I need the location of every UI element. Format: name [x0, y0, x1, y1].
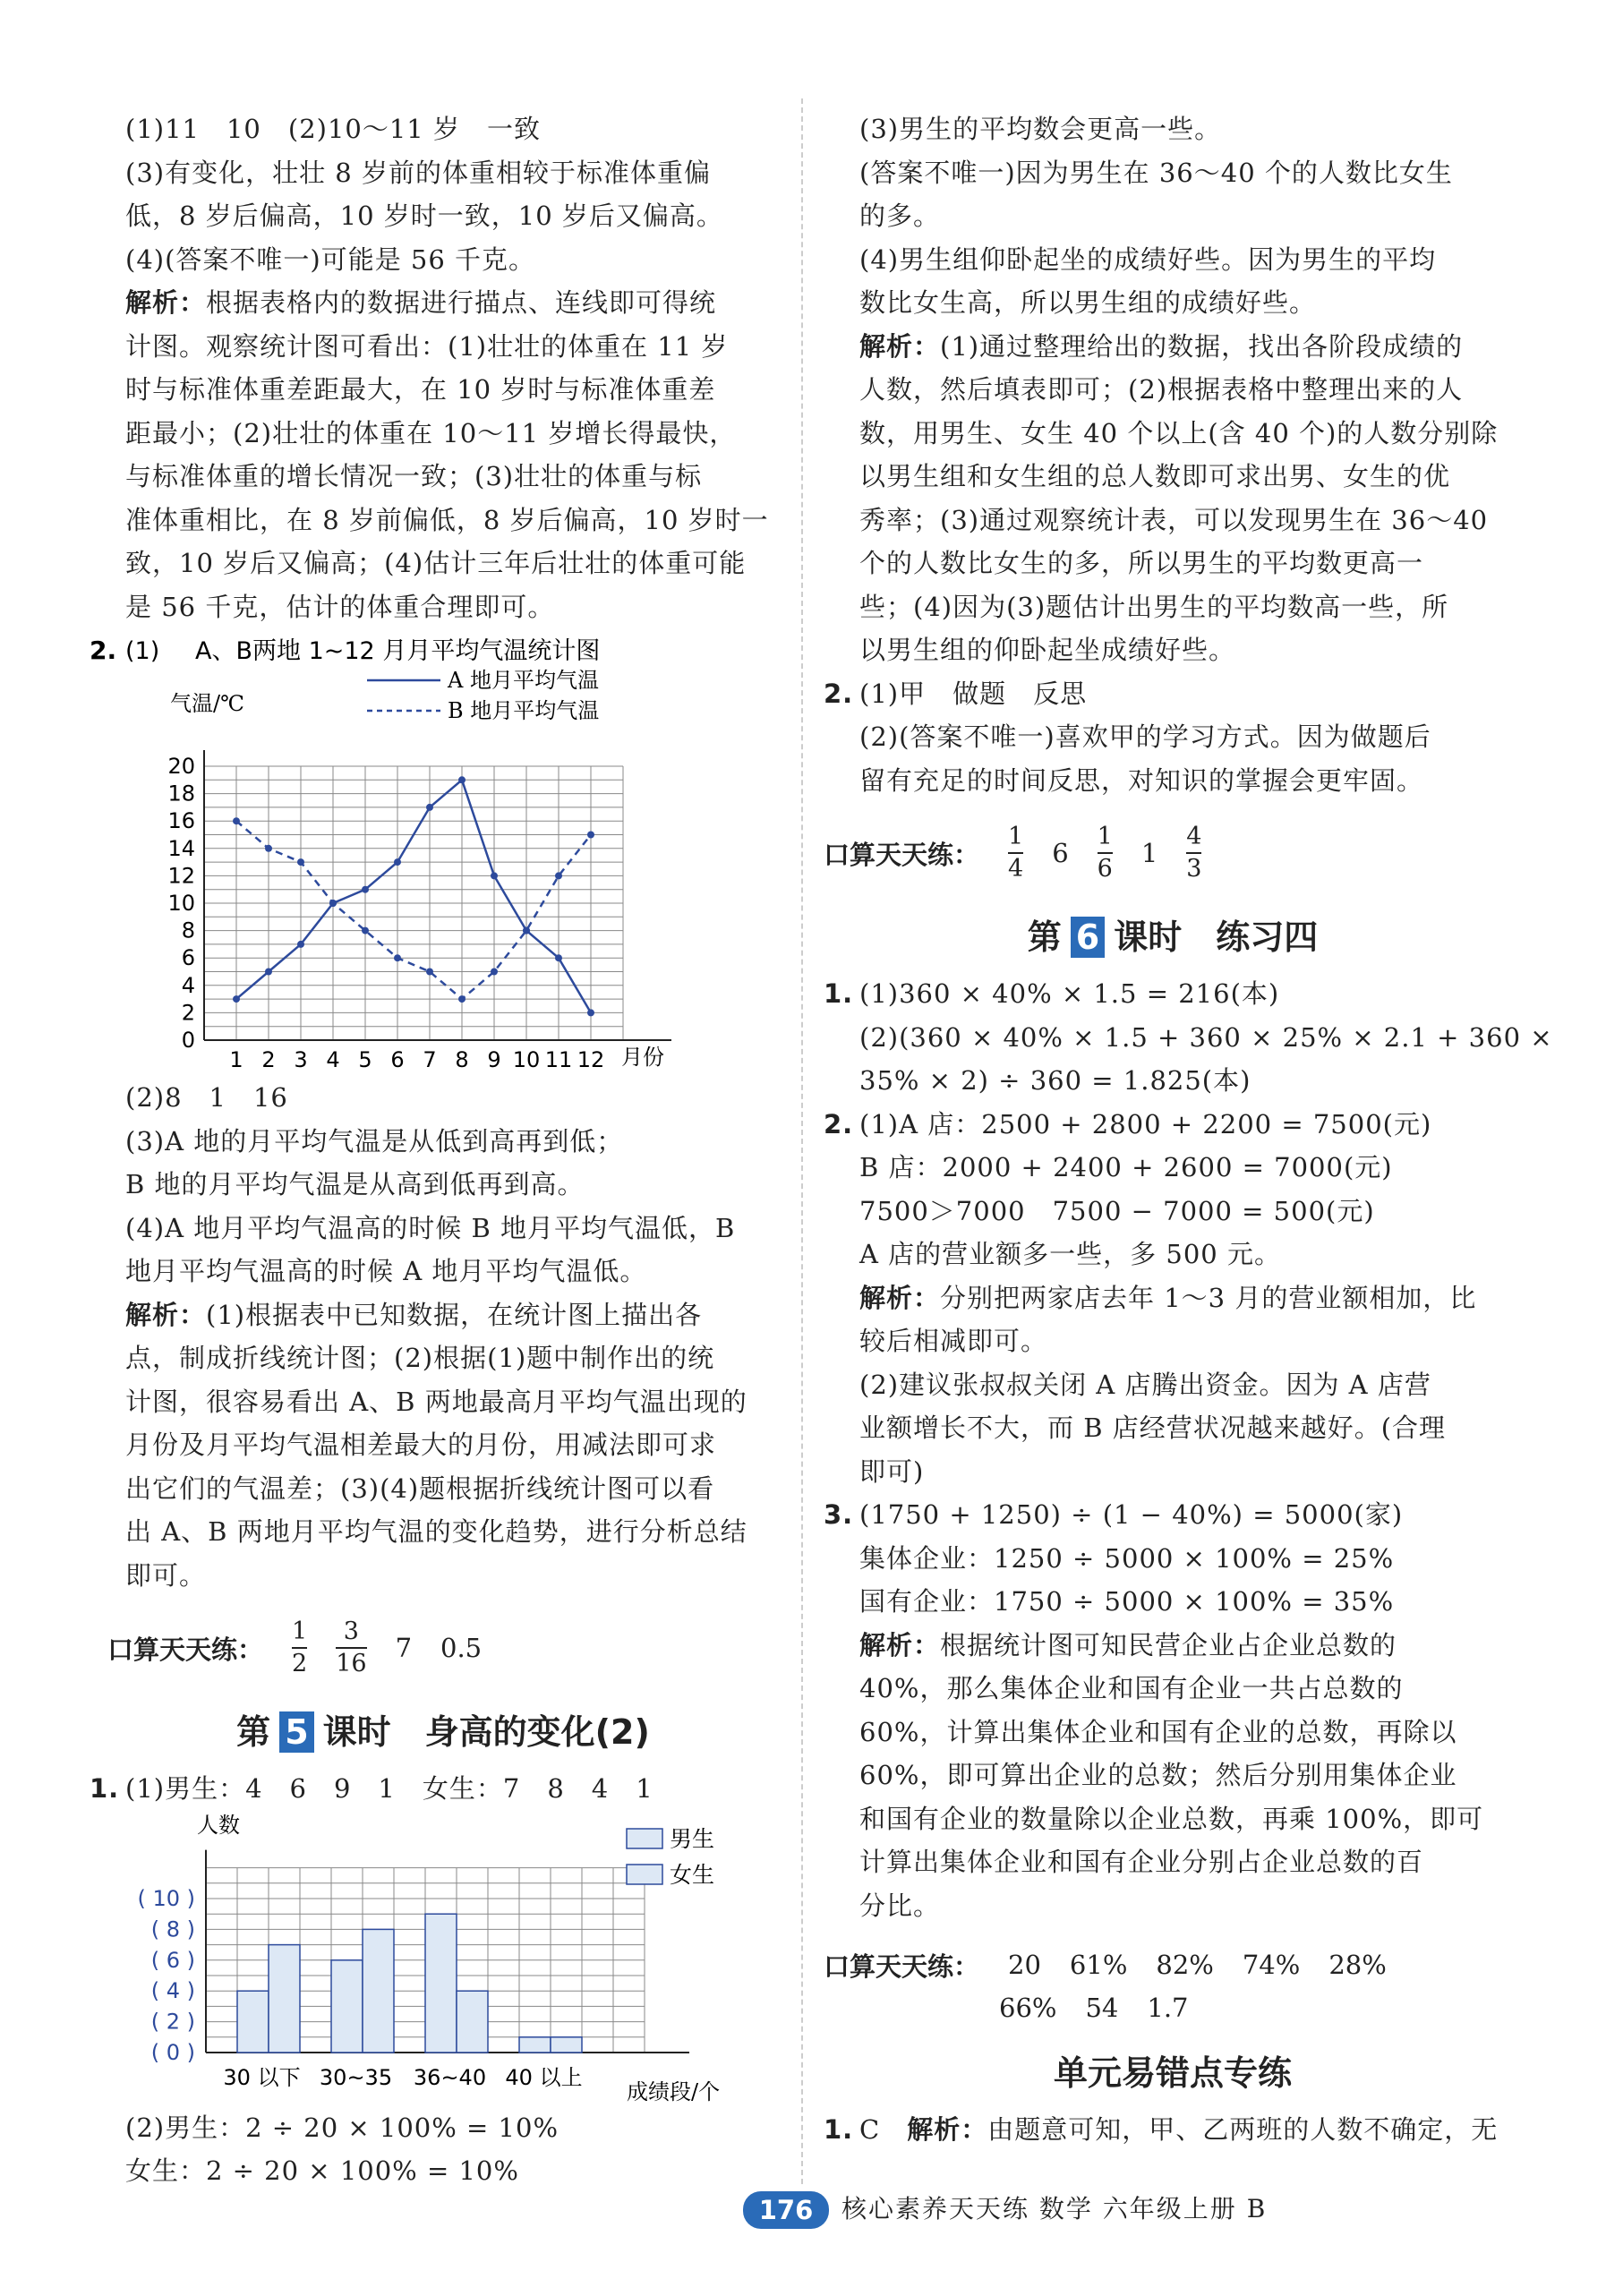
y-tick-label: 14: [167, 835, 195, 861]
bar-boys: [331, 1959, 363, 2052]
mental-math-value: 74%: [1242, 1950, 1301, 1980]
mental-math-row: [824, 1986, 1522, 2029]
answer-line: (4)男生组仰卧起坐的成绩好些。因为男生的平均: [859, 243, 1437, 275]
analysis-line: 较后相减即可。: [859, 1326, 1048, 1356]
answer-line: (3)A 地的月平均气温是从低到高再到低；: [125, 1125, 624, 1157]
fraction-bar: [292, 1647, 307, 1649]
x-tick-label: 36~40: [413, 2064, 487, 2090]
x-tick-label: 40 以上: [505, 2064, 583, 2090]
fraction: [1008, 824, 1023, 883]
y-tick-label: ( 0 ): [150, 2039, 195, 2065]
data-point: [362, 886, 369, 893]
analysis-tag: 解析：: [125, 287, 207, 318]
analysis-line: 即可): [859, 1455, 925, 1487]
bar-boys: [425, 1914, 457, 2053]
question-number: 1.: [824, 978, 854, 1009]
legend-swatch: [627, 1829, 662, 1848]
question-line: [824, 2108, 1522, 2152]
answer-line: (3)有变化，壮壮 8 岁前的体重相较于标准体重偏: [125, 157, 711, 188]
data-point: [329, 900, 337, 907]
answer-line: (3)男生的平均数会更高一些。: [859, 114, 1222, 144]
denominator: 4: [1008, 855, 1024, 883]
mental-math-value: 54: [1085, 1993, 1119, 2023]
chart-title: A、B两地 1~12 月月平均气温统计图: [195, 637, 601, 665]
data-point: [362, 927, 369, 935]
question-number: 2.: [824, 678, 854, 709]
x-tick-label: 6: [390, 1047, 405, 1072]
analysis-line: 以男生组和女生组的总人数即可求出男、女生的优: [859, 461, 1451, 491]
numerator: 1: [292, 1617, 308, 1645]
fraction: [1098, 824, 1113, 883]
question-number: 2.: [824, 1108, 854, 1139]
mental-math-block-2: [824, 1943, 1522, 2029]
x-tick-label: 8: [455, 1047, 469, 1072]
analysis-text: 由题意可知，甲、乙两班的人数不确定，无: [987, 2114, 1499, 2145]
left-answers-block: [90, 107, 797, 628]
analysis-line: [824, 325, 1522, 369]
chart-ticks: [167, 754, 604, 1072]
lesson-name: 课时 练习四: [1114, 918, 1319, 957]
denominator: 16: [336, 1650, 367, 1677]
answer-line: (2)男生：2 ÷ 20 × 100% = 10%: [125, 2112, 560, 2143]
y-tick-label: 12: [167, 863, 195, 889]
fraction: [292, 1618, 307, 1677]
mental-math-value: 66%: [999, 1993, 1057, 2023]
x-tick-label: 2: [261, 1047, 276, 1072]
analysis-line: 60%，即可算出企业的总数；然后分别用集体企业: [859, 1760, 1457, 1790]
analysis-line: 计算出集体企业和国有企业分别占企业总数的百: [859, 1847, 1424, 1877]
lesson-6-title: [824, 909, 1522, 965]
analysis-tag: 解析：: [859, 1629, 941, 1660]
question-line: [824, 1103, 1522, 1147]
answer-line: 数比女生高，所以男生组的成绩好些。: [859, 287, 1317, 318]
analysis-line: 个的人数比女生的多，所以男生的平均数更高一: [859, 548, 1424, 578]
answer-line: 的多。: [859, 201, 941, 231]
lesson-prefix: 第: [236, 1712, 271, 1752]
analysis-tag: 解析：: [125, 1299, 207, 1330]
analysis-line: (2)建议张叔叔关闭 A 店腾出资金。因为 A 店营: [859, 1369, 1431, 1400]
x-axis-label: 月份: [621, 1045, 664, 1070]
answer-line: (4)(答案不唯一)可能是 56 千克。: [125, 243, 536, 275]
series-a-line: [236, 780, 591, 1012]
analysis-line: 时与标准体重差距最大，在 10 岁时与标准体重差: [125, 374, 716, 405]
y-axis-label: 气温/℃: [170, 691, 244, 716]
question-text: (1)男生：4 6 9 1 女生：7 8 4 1: [125, 1773, 654, 1804]
numerator: 1: [1008, 823, 1024, 850]
fraction-bar: [1186, 852, 1201, 854]
lesson-prefix: 第: [1027, 918, 1062, 957]
analysis-line: 致，10 岁后又偏高；(4)估计三年后壮壮的体重可能: [125, 548, 747, 578]
analysis-text: (1)根据表中已知数据，在统计图上描出各: [206, 1299, 703, 1330]
x-tick-label: 30 以下: [223, 2064, 301, 2090]
legend-label: B 地月平均气温: [448, 698, 600, 723]
y-tick-label: 2: [181, 1000, 195, 1026]
y-tick-label: 10: [167, 891, 195, 916]
y-tick-label: ( 6 ): [150, 1947, 195, 1973]
x-axis-label: 成绩段/个: [627, 2078, 721, 2104]
question-line: [824, 1493, 1522, 1537]
y-tick-label: 6: [181, 945, 195, 971]
analysis-line: [824, 1624, 1522, 1668]
temperature-line-chart: [90, 628, 797, 1076]
question-number: 2.: [90, 636, 117, 665]
data-point: [587, 1009, 594, 1016]
unit-review-title: 单元易错点专练: [1053, 2053, 1292, 2093]
data-point: [587, 832, 594, 839]
lesson-5-title: [90, 1704, 797, 1760]
question-line: [90, 1767, 797, 1811]
mental-math-value: 28%: [1328, 1950, 1387, 1980]
analysis-tag: 解析：: [859, 1282, 941, 1313]
data-point: [491, 969, 498, 976]
mental-math-value: 82%: [1156, 1950, 1214, 1980]
mental-math-row: [90, 1608, 797, 1688]
analysis-tag: 解析：: [859, 330, 941, 362]
answer-line: 留有充足的时间反思，对知识的掌握会更牢固。: [859, 764, 1424, 796]
analysis-line: [90, 1293, 797, 1337]
numerator: 4: [1186, 823, 1202, 850]
data-point: [297, 858, 304, 866]
lesson-number-badge: 6: [1071, 917, 1105, 958]
legend-label: 女生: [670, 1861, 715, 1888]
answer-line: (1)11 10 (2)10～11 岁 一致: [125, 114, 541, 144]
bar-boys: [519, 2036, 551, 2052]
data-point: [555, 954, 562, 961]
fraction-bar: [336, 1647, 366, 1649]
data-point: [426, 804, 433, 811]
mental-math-row: [824, 1943, 1522, 1986]
answer-line: (2)8 1 16: [125, 1082, 288, 1113]
fraction-bar: [1008, 852, 1023, 854]
left-column: [90, 107, 797, 2193]
mental-math-label: 口算天天练：: [824, 839, 980, 870]
analysis-line: [824, 1276, 1522, 1320]
mental-math-label: 口算天天练：: [107, 1634, 264, 1665]
series-b-line: [236, 821, 591, 999]
question-text: (1750 + 1250) ÷ (1 − 40%) = 5000(家): [859, 1499, 1404, 1530]
y-tick-label: 20: [167, 754, 195, 779]
answer-line: A 店的营业额多一些，多 500 元。: [859, 1239, 1281, 1269]
numerator: 3: [343, 1617, 359, 1645]
footer-book-title: 核心素养天天练 数学 六年级上册 B: [841, 2194, 1268, 2223]
data-point: [394, 858, 401, 866]
y-tick-label: 0: [181, 1028, 195, 1053]
analysis-line: 出它们的气温差；(3)(4)题根据折线统计图可以看: [125, 1472, 715, 1504]
scores-bar-chart: [90, 1811, 797, 2106]
x-tick-label: 1: [229, 1047, 243, 1072]
question-text: (1)360 × 40% × 1.5 = 216(本): [859, 978, 1280, 1009]
chart-series: [233, 776, 594, 1016]
answer-line: (4)A 地月平均气温高的时候 B 地月平均气温低，B: [125, 1212, 736, 1243]
data-point: [523, 927, 530, 935]
x-tick-label: 11: [544, 1047, 573, 1072]
answer-choice: C: [859, 2114, 881, 2145]
mental-math-value: 1: [1140, 838, 1158, 868]
data-point: [233, 995, 240, 1003]
analysis-line: 距最小；(2)壮壮的体重在 10～11 岁增长得最快，: [125, 417, 737, 448]
analysis-line: 和国有企业的数量除以企业总数，再乘 100%，即可: [859, 1803, 1484, 1834]
bar-girls: [457, 1991, 488, 2053]
x-tick-label: 4: [326, 1047, 340, 1072]
analysis-line: 些；(4)因为(3)题估计出男生的平均数高一些，所: [859, 591, 1449, 622]
answer-line: 35% × 2) ÷ 360 = 1.825(本): [859, 1065, 1251, 1096]
answer-line: 低，8 岁后偏高，10 岁时一致，10 岁后又偏高。: [125, 201, 723, 231]
analysis-line: 业额增长不大，而 B 店经营状况越来越好。(合理: [859, 1413, 1447, 1443]
analysis-line: 人数，然后填表即可；(2)根据表格中整理出来的人: [859, 374, 1464, 405]
analysis-line: 月份及月平均气温相差最大的月份，用减法即可求: [125, 1430, 717, 1460]
data-point: [394, 954, 401, 961]
answer-line: 7500＞7000 7500 − 7000 = 500(元): [859, 1195, 1375, 1226]
fraction: [1186, 824, 1201, 883]
mental-math-value: 0.5: [440, 1633, 483, 1663]
question-number: 1.: [90, 1773, 120, 1804]
lesson-number-badge: 5: [279, 1711, 313, 1753]
chart-legend: [367, 668, 599, 723]
analysis-text: 分别把两家店去年 1～3 月的营业额相加，比: [940, 1282, 1477, 1313]
answer-line: (2)(360 × 40% × 1.5 + 360 × 25% × 2.1 + 360 ×: [859, 1021, 1553, 1053]
analysis-tag: 解析：: [907, 2114, 988, 2145]
data-point: [265, 969, 272, 976]
answer-line: 地月平均气温高的时候 A 地月平均气温低。: [125, 1256, 647, 1286]
chart-question-label: (1): [125, 637, 160, 665]
mental-math-value: 1.7: [1147, 1993, 1189, 2023]
analysis-text: (1)通过整理给出的数据，找出各阶段成绩的: [940, 330, 1464, 362]
chart-bars: [237, 1914, 582, 2053]
legend-swatch: [627, 1865, 662, 1884]
x-tick-label: 30~35: [319, 2064, 393, 2090]
x-tick-label: 3: [294, 1047, 308, 1072]
analysis-line: 60%，计算出集体企业和国有企业的总数，再除以: [859, 1716, 1457, 1747]
legend-label: 男生: [670, 1825, 715, 1852]
answer-line: (答案不唯一)因为男生在 36～40 个的人数比女生: [859, 157, 1453, 188]
analysis-line: 数，用男生、女生 40 个以上(含 40 个)的人数分别除: [859, 417, 1499, 448]
answer-line: 集体企业：1250 ÷ 5000 × 100% = 25%: [859, 1542, 1395, 1574]
analysis-line: [90, 281, 797, 325]
analysis-line: 出 A、B 两地月平均气温的变化趋势，进行分析总结: [125, 1516, 747, 1547]
denominator: 2: [292, 1650, 308, 1677]
lesson-name: 课时 身高的变化(2): [322, 1712, 650, 1752]
bar-girls: [363, 1929, 394, 2053]
analysis-line: 点，制成折线统计图；(2)根据(1)题中制作出的统: [125, 1343, 715, 1373]
mental-math-value: 20: [1008, 1950, 1041, 1980]
answer-line: 国有企业：1750 ÷ 5000 × 100% = 35%: [859, 1586, 1395, 1617]
question-line: [824, 672, 1522, 716]
data-point: [297, 941, 304, 948]
question-line: [824, 972, 1522, 1016]
answer-line: 女生：2 ÷ 20 × 100% = 10%: [125, 2155, 519, 2186]
question-text: (1)A 店：2500 + 2800 + 2200 = 7500(元): [859, 1108, 1432, 1139]
analysis-text: 根据统计图可知民营企业占企业总数的: [940, 1629, 1397, 1660]
analysis-line: 40%，那么集体企业和国有企业一共占总数的: [859, 1673, 1404, 1703]
data-point: [265, 845, 272, 852]
analysis-text: 根据表格内的数据进行描点、连线即可得统: [206, 287, 717, 318]
y-tick-label: 8: [181, 918, 195, 943]
page-number: 176: [743, 2191, 829, 2229]
y-tick-label: ( 8 ): [150, 1916, 195, 1942]
bar-girls: [269, 1944, 300, 2052]
x-tick-label: 5: [358, 1047, 372, 1072]
bar-boys: [237, 1991, 269, 2053]
analysis-line: 分比。: [859, 1890, 941, 1921]
x-tick-label: 7: [423, 1047, 437, 1072]
analysis-line: 计图，很容易看出 A、B 两地最高月平均气温出现的: [125, 1386, 747, 1417]
question-number: 3.: [824, 1499, 854, 1530]
y-tick-label: ( 2 ): [150, 2009, 195, 2035]
bar-girls: [551, 2036, 582, 2052]
data-point: [426, 969, 433, 976]
data-point: [458, 995, 466, 1003]
analysis-line: 计图。观察统计图可看出：(1)壮壮的体重在 11 岁: [125, 330, 729, 362]
x-tick-label: 12: [577, 1047, 605, 1072]
analysis-line: 秀率；(3)通过观察统计表，可以发现男生在 36～40: [859, 504, 1489, 535]
fraction-bar: [1098, 852, 1113, 854]
denominator: 6: [1097, 855, 1113, 883]
chart-grid: [204, 750, 671, 1040]
mental-math-row: [824, 813, 1522, 893]
legend-label: A 地月平均气温: [448, 668, 599, 693]
q2-answers-block: [90, 1076, 797, 1597]
analysis-line: 与标准体重的增长情况一致；(3)壮壮的体重与标: [125, 461, 703, 491]
question-number: 1.: [824, 2114, 854, 2145]
analysis-line: 以男生组的仰卧起坐成绩好些。: [859, 635, 1236, 665]
answer-line: B 地的月平均气温是从高到低再到高。: [125, 1169, 585, 1199]
analysis-line: 是 56 千克，估计的体重合理即可。: [125, 591, 555, 622]
x-tick-label: 10: [512, 1047, 541, 1072]
analysis-line: 准体重相比，在 8 岁前偏低，8 岁后偏高，10 岁时一: [125, 504, 769, 535]
y-tick-label: 4: [181, 972, 195, 998]
y-tick-label: 18: [167, 781, 195, 807]
right-column: [824, 107, 1553, 2152]
data-point: [458, 776, 466, 783]
column-divider: [801, 98, 803, 2184]
question-text: (1)甲 做题 反思: [859, 678, 1088, 709]
chart-legend: [627, 1826, 714, 1888]
data-point: [233, 817, 240, 824]
y-tick-label: ( 10 ): [137, 1885, 195, 1911]
answer-line: B 店：2000 + 2400 + 2600 = 7000(元): [859, 1152, 1393, 1182]
data-point: [491, 872, 498, 879]
fraction: [336, 1618, 366, 1677]
mental-math-value: 7: [395, 1633, 413, 1663]
analysis-line: 即可。: [125, 1559, 207, 1591]
mental-math-label: 口算天天练：: [824, 1950, 980, 1982]
y-axis-label: 人数: [197, 1812, 240, 1838]
mental-math-value: 6: [1052, 838, 1069, 868]
y-tick-label: ( 4 ): [150, 1977, 195, 2003]
y-tick-label: 16: [167, 808, 195, 834]
answer-line: (2)(答案不唯一)喜欢甲的学习方式。因为做题后: [859, 721, 1431, 752]
numerator: 1: [1097, 823, 1113, 850]
mental-math-value: 61%: [1069, 1950, 1128, 1980]
data-point: [555, 872, 562, 879]
x-tick-label: 9: [487, 1047, 501, 1072]
denominator: 3: [1186, 855, 1202, 883]
